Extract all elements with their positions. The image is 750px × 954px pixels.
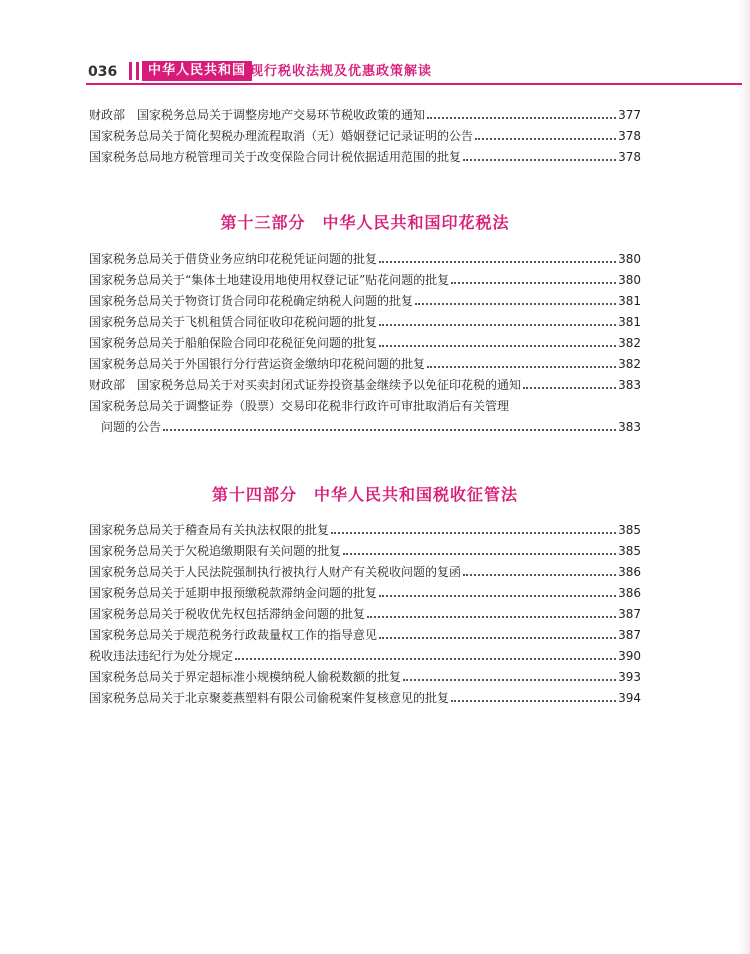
leader-dots bbox=[451, 282, 616, 284]
toc-entry-title: 国家税务总局关于北京聚菱燕塑料有限公司偷税案件复核意见的批复 bbox=[89, 691, 450, 705]
leader-dots bbox=[403, 679, 616, 681]
toc-entry[interactable] bbox=[89, 563, 641, 581]
toc-entry-page: 381 bbox=[618, 315, 641, 329]
leader-dots bbox=[367, 616, 616, 618]
toc-entry-page: 387 bbox=[618, 607, 641, 621]
toc-entry-page: 385 bbox=[618, 544, 641, 558]
leader-dots bbox=[379, 637, 616, 639]
toc-entry-title: 国家税务总局关于欠税追缴期限有关问题的批复 bbox=[89, 544, 342, 558]
toc-entry[interactable] bbox=[89, 334, 641, 352]
toc-entry-title-line1[interactable]: 国家税务总局关于调整证券（股票）交易印花税非行政许可审批取消后有关管理 bbox=[89, 399, 510, 413]
toc-entry-page: 393 bbox=[618, 670, 641, 684]
toc-entry[interactable] bbox=[89, 584, 641, 602]
leader-dots bbox=[523, 387, 616, 389]
leader-dots bbox=[331, 532, 616, 534]
toc-entry-title: 国家税务总局关于借贷业务应纳印花税凭证问题的批复 bbox=[89, 252, 378, 266]
leader-dots bbox=[463, 159, 616, 161]
toc-entry-page: 382 bbox=[618, 357, 641, 371]
toc-entry-title-line2: 问题的公告 bbox=[101, 420, 162, 434]
toc-entry[interactable] bbox=[89, 148, 641, 166]
leader-dots bbox=[343, 553, 616, 555]
toc-entry-title: 国家税务总局地方税管理司关于改变保险合同计税依据适用范围的批复 bbox=[89, 150, 462, 164]
toc-entry[interactable] bbox=[89, 647, 641, 665]
toc-entry-title: 国家税务总局关于“集体土地建设用地使用权登记证”贴花问题的批复 bbox=[89, 273, 450, 287]
toc-entry-page: 387 bbox=[618, 628, 641, 642]
leader-dots bbox=[415, 303, 616, 305]
toc-entry-page: 385 bbox=[618, 523, 641, 537]
toc-entry[interactable] bbox=[89, 376, 641, 394]
toc-entry-page: 390 bbox=[618, 649, 641, 663]
header-rule bbox=[86, 83, 742, 85]
header-bar-decoration bbox=[129, 62, 132, 80]
toc-entry-page: 377 bbox=[618, 108, 641, 122]
toc-entry-title: 财政部 国家税务总局关于调整房地产交易环节税收政策的通知 bbox=[89, 108, 426, 122]
toc-entry-title: 国家税务总局关于船舶保险合同印花税征免问题的批复 bbox=[89, 336, 378, 350]
toc-entry[interactable] bbox=[89, 626, 641, 644]
toc-entry-title: 国家税务总局关于人民法院强制执行被执行人财产有关税收问题的复函 bbox=[89, 565, 462, 579]
toc-entry-title: 国家税务总局关于物资订货合同印花税确定纳税人问题的批复 bbox=[89, 294, 414, 308]
toc-entry[interactable] bbox=[101, 418, 641, 436]
leader-dots bbox=[427, 366, 616, 368]
leader-dots bbox=[427, 117, 616, 119]
section-heading: 第十三部分 中华人民共和国印花税法 bbox=[220, 213, 510, 232]
leader-dots bbox=[475, 138, 616, 140]
toc-entry-page: 378 bbox=[618, 150, 641, 164]
toc-entry[interactable] bbox=[89, 668, 641, 686]
leader-dots bbox=[379, 595, 616, 597]
toc-entry[interactable] bbox=[89, 521, 641, 539]
toc-entry[interactable] bbox=[89, 106, 641, 124]
toc-entry[interactable] bbox=[89, 689, 641, 707]
toc-entry-title: 国家税务总局关于简化契税办理流程取消（无）婚姻登记记录证明的公告 bbox=[89, 129, 474, 143]
toc-entry-page: 383 bbox=[618, 420, 641, 434]
running-header bbox=[86, 61, 742, 83]
toc-entry-title: 国家税务总局关于稽查局有关执法权限的批复 bbox=[89, 523, 330, 537]
toc-entry-title: 国家税务总局关于界定超标准小规模纳税人偷税数额的批复 bbox=[89, 670, 402, 684]
toc-entry[interactable] bbox=[89, 127, 641, 145]
toc-entry-page: 380 bbox=[618, 252, 641, 266]
toc-entry-page: 386 bbox=[618, 565, 641, 579]
leader-dots bbox=[235, 658, 616, 660]
leader-dots bbox=[379, 261, 616, 263]
toc-entry-title: 国家税务总局关于规范税务行政裁量权工作的指导意见 bbox=[89, 628, 378, 642]
toc-entry-page: 383 bbox=[618, 378, 641, 392]
leader-dots bbox=[163, 429, 616, 431]
toc-entry-title: 国家税务总局关于税收优先权包括滞纳金问题的批复 bbox=[89, 607, 366, 621]
toc-entry-title: 国家税务总局关于外国银行分行营运资金缴纳印花税问题的批复 bbox=[89, 357, 426, 371]
toc-entry-page: 394 bbox=[618, 691, 641, 705]
toc-entry-page: 378 bbox=[618, 129, 641, 143]
toc-entry-title: 国家税务总局关于延期申报预缴税款滞纳金问题的批复 bbox=[89, 586, 378, 600]
toc-entry[interactable] bbox=[89, 250, 641, 268]
toc-entry-page: 380 bbox=[618, 273, 641, 287]
page-number: 036 bbox=[88, 64, 118, 80]
toc-entry[interactable] bbox=[89, 313, 641, 331]
toc-entry-title: 国家税务总局关于飞机租赁合同征收印花税问题的批复 bbox=[89, 315, 378, 329]
toc-entry[interactable] bbox=[89, 605, 641, 623]
toc-entry-page: 386 bbox=[618, 586, 641, 600]
header-bar-decoration bbox=[136, 62, 139, 80]
page-edge-shadow bbox=[738, 0, 750, 954]
toc-entry[interactable] bbox=[89, 355, 641, 373]
leader-dots bbox=[379, 345, 616, 347]
toc-entry-page: 381 bbox=[618, 294, 641, 308]
section-heading: 第十四部分 中华人民共和国税收征管法 bbox=[211, 485, 518, 504]
toc-entry[interactable] bbox=[89, 542, 641, 560]
toc-entry-title: 税收违法违纪行为处分规定 bbox=[89, 649, 234, 663]
book-subtitle: 现行税收法规及优惠政策解读 bbox=[250, 64, 433, 79]
toc-entry[interactable] bbox=[89, 292, 641, 310]
toc-entry-title: 财政部 国家税务总局关于对买卖封闭式证券投资基金继续予以免征印花税的通知 bbox=[89, 378, 522, 392]
leader-dots bbox=[451, 700, 616, 702]
toc-entry[interactable] bbox=[89, 271, 641, 289]
book-title: 中华人民共和国 bbox=[142, 61, 252, 81]
leader-dots bbox=[379, 324, 616, 326]
leader-dots bbox=[463, 574, 616, 576]
toc-entry-page: 382 bbox=[618, 336, 641, 350]
